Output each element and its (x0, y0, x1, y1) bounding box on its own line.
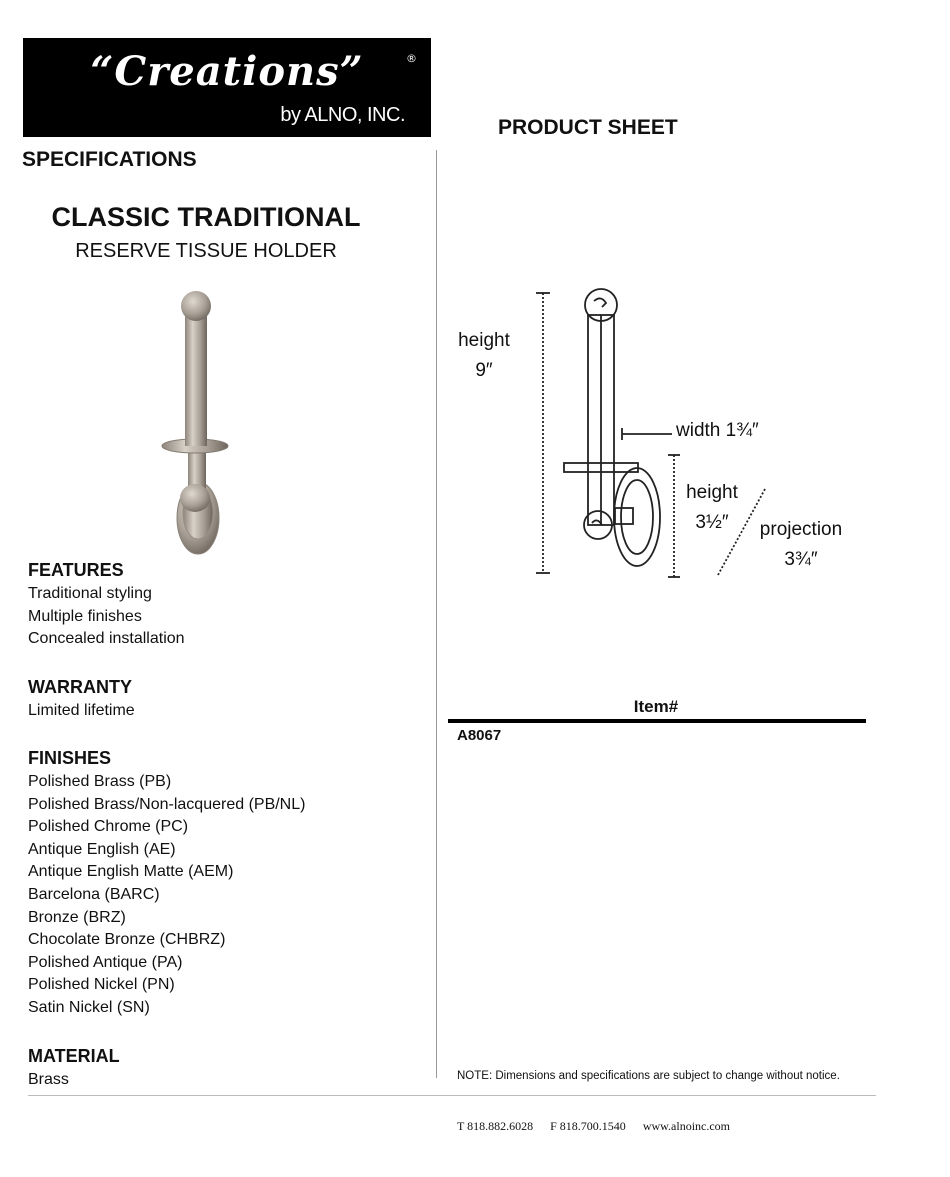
list-item: Brass (28, 1071, 69, 1088)
disclaimer-note: NOTE: Dimensions and specifications are subject to change without notice. (457, 1070, 840, 1082)
list-item: Limited lifetime (28, 702, 135, 719)
projection-value: 3¾″ (784, 549, 818, 570)
finishes-list (28, 771, 305, 1020)
column-divider (436, 150, 437, 1078)
list-item: Multiple finishes (28, 607, 142, 625)
product-sheet-heading: PRODUCT SHEET (498, 116, 678, 139)
item-rule (448, 719, 866, 723)
product-photo (150, 288, 250, 558)
phone-number: T 818.882.6028 (457, 1119, 534, 1133)
list-item: Antique English Matte (AEM) (28, 863, 234, 881)
list-item: Traditional styling (28, 585, 152, 602)
height-dimension-value: 9″ (475, 360, 493, 381)
features-list (28, 583, 185, 651)
list-item: Polished Brass (PB) (28, 773, 172, 790)
projection-label: projection (759, 519, 843, 540)
list-item: Concealed installation (28, 630, 185, 648)
product-title: CLASSIC TRADITIONAL (51, 202, 361, 232)
list-item: Bronze (BRZ) (28, 908, 126, 926)
finishes-heading: FINISHES (28, 748, 112, 768)
list-item: Barcelona (BARC) (28, 885, 160, 903)
website-link[interactable]: www.alnoinc.com (642, 1119, 731, 1133)
material-heading: MATERIAL (28, 1046, 120, 1066)
list-item: Chocolate Bronze (CHBRZ) (28, 931, 226, 949)
list-item: Polished Chrome (PC) (28, 818, 189, 836)
product-subtitle: RESERVE TISSUE HOLDER (75, 240, 337, 262)
fax-number: F 818.700.1540 (550, 1119, 626, 1133)
list-item: Polished Antique (PA) (28, 953, 183, 971)
width-dimension-label: width 1¾″ (676, 420, 759, 441)
warranty-heading: WARRANTY (28, 677, 132, 697)
list-item: Antique English (AE) (28, 840, 176, 858)
warranty-list (28, 700, 135, 723)
base-height-label: height (686, 482, 738, 503)
contact-info (457, 1119, 744, 1134)
list-item: Satin Nickel (SN) (28, 998, 150, 1016)
logo-script-text: “Creations” (90, 48, 364, 95)
specifications-heading: SPECIFICATIONS (22, 148, 197, 171)
item-number-heading: Item# (633, 697, 679, 716)
footer-divider (28, 1095, 876, 1096)
list-item: Polished Nickel (PN) (28, 976, 175, 994)
material-list (28, 1069, 69, 1092)
logo-by-text: by ALNO, INC. (280, 104, 405, 126)
base-height-value: 3½″ (695, 512, 729, 533)
item-number: A8067 (457, 727, 502, 744)
registered-mark: ® (406, 52, 417, 65)
height-dimension-label: height (458, 330, 510, 351)
brand-logo (23, 38, 431, 137)
list-item: Polished Brass/Non-lacquered (PB/NL) (28, 795, 306, 813)
features-heading: FEATURES (28, 560, 124, 580)
